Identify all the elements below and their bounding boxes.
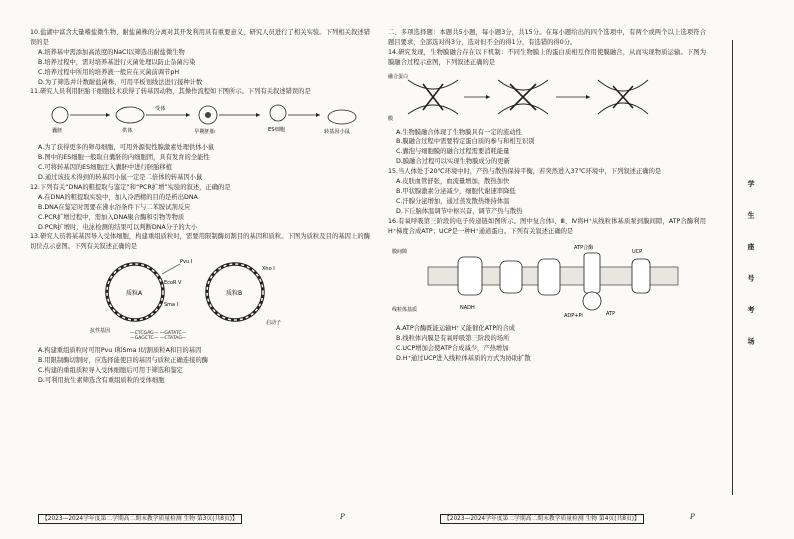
ucp-channel xyxy=(632,259,650,293)
question-15-stem: 15.当人体处于20℃环境中时，产热与散热保持平衡，若突然进入37℃环境中，下列叙述正确的是 xyxy=(388,168,662,176)
electron-transport-diagram xyxy=(388,239,706,319)
plasmid-diagram xyxy=(30,254,370,340)
membrane-top-1 xyxy=(408,80,458,89)
label-es-cell: ES细胞 xyxy=(268,127,285,134)
q11-option-d: D.通过该技术得到的转基因小鼠一定是二倍体的转基因小鼠 xyxy=(38,173,203,181)
q14-option-b: B.膜融合过程中需要特定蛋白质的参与和相互识别 xyxy=(396,138,535,146)
transgenic-mouse xyxy=(328,110,356,124)
label-donor: 供体 xyxy=(122,128,133,135)
complex-3 xyxy=(500,261,522,293)
site-sma: Sma I xyxy=(164,302,179,309)
svg-text:—GAGCTC— —CTATAG—: —GAGCTC— —CTATAG— xyxy=(130,336,187,341)
page-mark-left: P xyxy=(340,513,345,521)
question-13-stem: 13.研究人员将某基因导入受体细胞，构建重组质粒时，需要用限制酶切割目的基因和质粒。下图为质粒及目的基因上的酶切位点示意图。下列有关叙述正确的是 xyxy=(30,233,370,251)
q16-option-c: C.UCP增加会使ATP合成减少，产热增加 xyxy=(396,345,509,353)
membrane-fusion-diagram xyxy=(388,70,706,122)
q15-option-b: B.甲状腺激素分泌减少，细胞代谢速率降低 xyxy=(396,187,516,195)
es-cell xyxy=(270,105,286,121)
site-ecorv: EcoR V xyxy=(164,280,182,287)
question-14-stem: 14.研究发现，生物膜融合存在以下机制：不同生物膜上的蛋白质相互作用使膜融合，从而实现物质运输。下图为膜融合过程示意图，下列叙述正确的是 xyxy=(388,48,706,66)
label-fusion-protein: 融合蛋白 xyxy=(388,73,409,80)
q13-option-a: A.构建重组质粒时可用Pvu I和Sma I切割质粒A和目的基因 xyxy=(38,347,202,355)
q11-option-c: C.可将转基因的ES细胞注入囊胚中进行胚胎移植 xyxy=(38,164,173,172)
question-10-stem: 10.盐湖中富含大量嗜盐微生物，耐盐菌株的分离对其开发利用具有重要意义，研究人员进行了相关实验。下列相关叙述错误的是 xyxy=(30,29,370,46)
label-ucp: UCP xyxy=(632,248,643,255)
q14-option-c: C.囊泡与细胞膜的融合过程需要消耗能量 xyxy=(396,148,510,156)
label-atp: ATP xyxy=(606,310,616,317)
donor-mouse xyxy=(116,107,144,123)
label-nadh: NADH xyxy=(460,304,475,311)
q12-option-a: A.在DNA的粗提取实验中，加入冷酒精的目的是析出DNA xyxy=(38,193,198,201)
label-early-embryo: 早期胚胎 xyxy=(194,129,215,136)
q14-option-d: D.膜融合过程可以实现生物膜成分的更新 xyxy=(396,158,510,166)
binding-margin xyxy=(718,40,790,495)
q13-option-d: D.可利用抗生素筛选含有重组质粒的受体细胞 xyxy=(38,376,165,384)
left-column xyxy=(30,28,370,386)
q10-option-d: D.为了筛选并计数耐盐菌株，可用平板划线法进行接种计数 xyxy=(38,78,203,86)
svg-text:—CTCGAG— —GATATC—: —CTCGAG— —GATATC— xyxy=(130,331,187,337)
q13-option-b: B.用限制酶切割时，应选择能使目的基因与质粒正确连接的酶 xyxy=(38,357,209,365)
q16-option-b: B.线粒体内膜是有氧呼吸第三阶段的场所 xyxy=(396,335,510,343)
label-membrane: 膜 xyxy=(388,115,394,122)
complex-4 xyxy=(538,259,560,295)
embryo-transfer-diagram xyxy=(30,99,370,137)
complex-1 xyxy=(458,257,482,295)
q11-option-a: A.为了获得更多的卵母细胞，可用外源促性腺激素处理供体小鼠 xyxy=(38,144,215,152)
q15-option-d: D.下丘脑体温调节中枢兴奋，调节产热与散热 xyxy=(396,207,523,215)
section-2-heading: 二、多项选择题：本题共5小题，每小题3分，共15分。在每小题给出的四个选项中，有两个或两个以上选项符合题目要求，全部选对得3分，选对但不全的得1分，有选错的得0分。 xyxy=(388,29,706,46)
footer-left-text: 【2023—2024学年度第二学期高二期末教学质量检测 生物 第3页(共8页)】 xyxy=(38,514,242,524)
binding-line xyxy=(732,40,733,495)
q15-option-a: A.皮肤血管舒张，血流量增加，散热加快 xyxy=(396,178,510,186)
student-info-label: 学 生 座 号 考 场 xyxy=(747,180,755,356)
footer-right xyxy=(440,513,644,522)
label-transgenic-mouse: 转基因小鼠 xyxy=(324,129,350,136)
q11-option-b: B.图中的ES细胞一般取自囊胚的内细胞团，具有发育的全能性 xyxy=(38,154,210,162)
label-promoter: 启动子 xyxy=(266,320,282,327)
question-16-stem: 16.有氧呼吸第三阶段的电子传递链如图所示。图中复合体Ⅰ、Ⅲ、Ⅳ将H⁺从线粒体基质泵到膜间隙，ATP合酶利用H⁺梯度合成ATP；UCP是一种H⁺通道蛋白。下列有关叙述正确的是 xyxy=(388,217,706,235)
q16-option-d: D.H⁺通过UCP进入线粒体基质的方式为协助扩散 xyxy=(396,355,531,363)
plasmid-a-label: 质粒A xyxy=(126,290,143,298)
atp-synthase xyxy=(584,253,600,293)
q10-option-b: B.培养过程中，需对培养基进行灭菌处理以防止杂菌污染 xyxy=(38,58,196,66)
q10-option-c: C.培养过程中所用的培养液一般应在灭菌前调节pH xyxy=(38,68,180,76)
label-recipient: 受体 xyxy=(155,106,166,113)
q12-option-b: B.DNA在鉴定时需要在沸水浴条件下与二苯胺试剂反应 xyxy=(38,203,191,211)
q12-option-d: D.PCR扩增时，电泳检测的结果可以判断DNA分子的大小 xyxy=(38,223,198,231)
membrane-bottom-1 xyxy=(408,105,458,114)
page-mark-right: P xyxy=(690,513,695,521)
right-column xyxy=(388,28,706,364)
blastocyst-circle xyxy=(52,107,68,123)
site-pvu: Pvu I xyxy=(180,259,193,266)
footer-right-text: 【2023—2024学年度第二学期高二期末教学质量检测 生物 第4页(共8页)】 xyxy=(440,514,644,524)
q10-option-a: A.培养基中需添加高浓度的NaCl以筛选出耐盐微生物 xyxy=(38,48,185,56)
label-intermembrane-space: 膜间隙 xyxy=(392,248,408,255)
label-matrix: 线粒体基质 xyxy=(392,306,418,313)
q12-option-c: C.PCR扩增过程中，需加入DNA聚合酶和引物等物质 xyxy=(38,213,185,221)
label-blastocyst: 囊胚 xyxy=(52,128,63,135)
question-12-stem: 12.下列有关“DNA的粗提取与鉴定”和“PCR扩增”实验的叙述，正确的是 xyxy=(30,183,231,191)
question-11-stem: 11.研究人员利用胚胎干细胞技术获得了转基因动物，其操作流程如下图所示。下列有关叙述错误的是 xyxy=(30,88,311,96)
label-resistance-gene: 抗性基因 xyxy=(90,328,111,335)
q15-option-c: C.汗腺分泌增加，通过蒸发散热维持体温 xyxy=(396,197,510,205)
q13-option-c: C.构建的重组质粒导入受体细胞后可用于筛选和鉴定 xyxy=(38,366,183,374)
q16-option-a: A.ATP合酶既能运输H⁺又能催化ATP的合成 xyxy=(396,325,516,333)
q14-option-a: A.生物膜融合体现了生物膜具有一定的流动性 xyxy=(396,128,522,136)
footer-left xyxy=(38,513,242,522)
atp-synthase-head xyxy=(583,292,601,310)
site-xho: Xho I xyxy=(262,266,275,273)
label-atp-synthase: ATP合酶 xyxy=(574,244,594,251)
plasmid-b-label: 质粒B xyxy=(226,290,243,298)
label-adp-pi: ADP+Pi xyxy=(564,312,583,319)
